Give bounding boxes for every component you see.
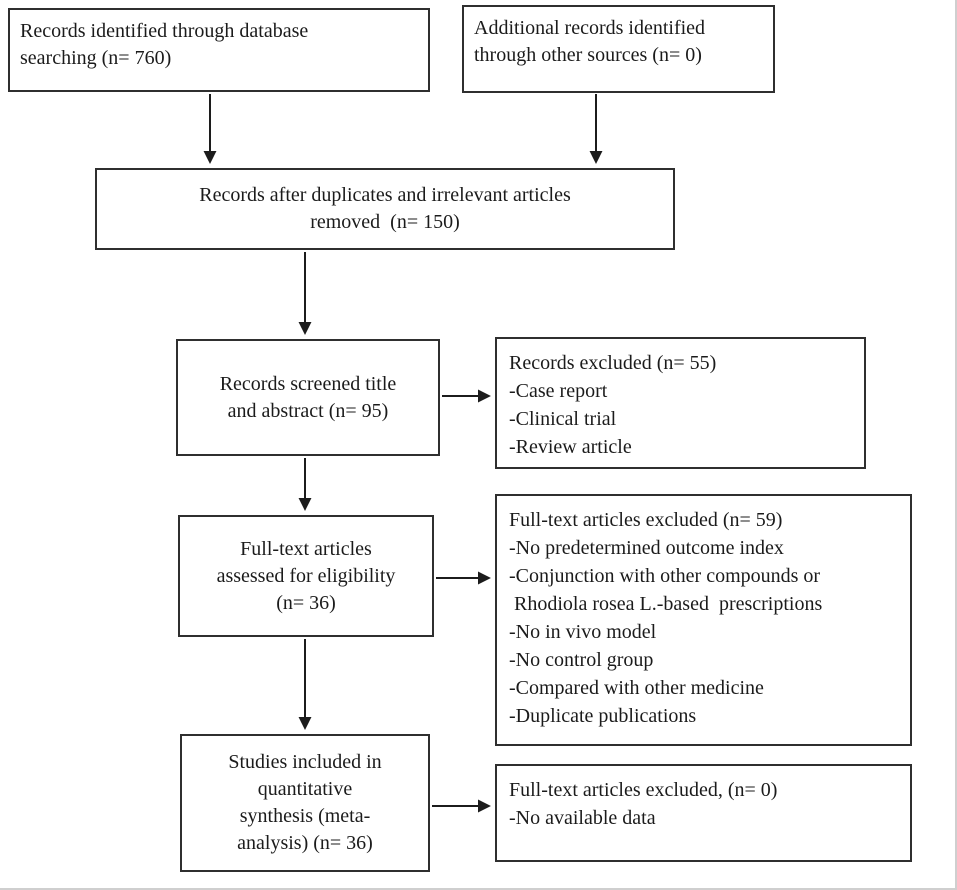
text-line: -Review article xyxy=(509,436,632,458)
text-line: -Compared with other medicine xyxy=(509,677,764,699)
text-line: searching (n= 760) xyxy=(20,47,172,69)
text-line: -Clinical trial xyxy=(509,408,617,430)
text-line: Records after duplicates and irrelevant articles xyxy=(199,184,571,206)
text-line: Records screened title xyxy=(219,372,397,395)
box-additional-records xyxy=(462,5,775,93)
text-line: Rhodiola rosea L.-based prescriptions xyxy=(514,593,823,615)
box-fulltext-excluded xyxy=(495,494,912,746)
text-line: -Conjunction with other compounds or xyxy=(509,565,821,587)
text-line: Studies included in xyxy=(228,751,382,773)
text-line: quantitative xyxy=(257,778,353,800)
text-line: Additional records identified xyxy=(474,17,706,39)
text-line: Full-text articles xyxy=(240,537,372,560)
box-records-identified xyxy=(8,8,430,92)
text-line: synthesis (meta- xyxy=(239,805,371,827)
text-line: analysis) (n= 36) xyxy=(237,832,373,854)
box-fulltext-assessed xyxy=(178,515,434,637)
text-line: (n= 36) xyxy=(276,591,336,614)
text-line: Records identified through database xyxy=(20,20,309,42)
box-records-excluded xyxy=(495,337,866,469)
box-records-screened xyxy=(176,339,440,456)
text-line: -No in vivo model xyxy=(509,621,657,643)
text-line: Full-text articles excluded, (n= 0) xyxy=(509,779,778,801)
text-line: assessed for eligibility xyxy=(216,564,396,587)
text-line: Full-text articles excluded (n= 59) xyxy=(509,509,783,531)
box-studies-included xyxy=(180,734,430,872)
text-line: and abstract (n= 95) xyxy=(227,399,389,422)
text-line: -No predetermined outcome index xyxy=(509,537,784,559)
text-line: -No control group xyxy=(509,649,654,671)
box-fulltext-excluded-zero xyxy=(495,764,912,862)
text-line: -Case report xyxy=(509,380,608,402)
text-line: -Duplicate publications xyxy=(509,705,697,727)
box-after-duplicates xyxy=(95,168,675,250)
text-line: Records excluded (n= 55) xyxy=(509,352,717,374)
text-line: through other sources (n= 0) xyxy=(474,44,702,66)
text-line: -No available data xyxy=(509,807,656,829)
text-line: removed (n= 150) xyxy=(310,211,460,233)
